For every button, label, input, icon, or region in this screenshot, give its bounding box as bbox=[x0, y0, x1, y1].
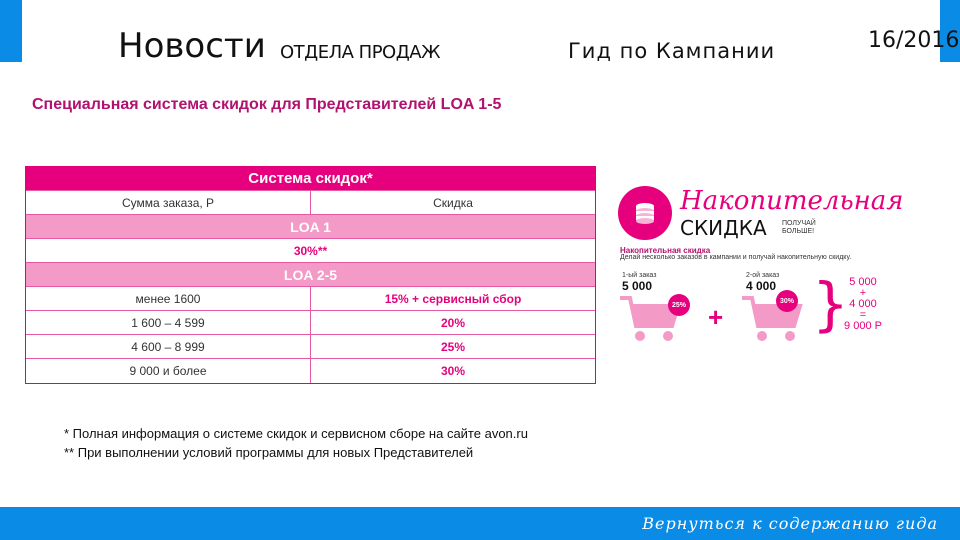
promo-heading: Накопительная скидка bbox=[620, 246, 711, 255]
discount-value: 20% bbox=[440, 315, 466, 330]
campaign-guide-label: Гид по Кампании bbox=[568, 39, 776, 63]
table-row bbox=[26, 335, 595, 359]
promo-description: Делай несколько заказов в кампании и получай накопительную скидку. bbox=[620, 254, 852, 261]
loa1-value: 30%** bbox=[293, 243, 328, 258]
header-bar bbox=[0, 0, 960, 66]
sum-line: = bbox=[859, 309, 867, 321]
order-amount: менее 1600 bbox=[26, 287, 311, 310]
order2-discount-badge: 30% bbox=[776, 290, 798, 312]
sum-line: + bbox=[859, 287, 867, 299]
promo-title-big: СКИДКА bbox=[680, 216, 767, 240]
order2-value: 4 000 bbox=[746, 279, 777, 293]
table-header-row bbox=[26, 191, 595, 215]
discount-table bbox=[25, 166, 596, 384]
back-to-contents-link[interactable]: Вернуться к содержанию гида bbox=[642, 514, 938, 533]
discount-value: 30% bbox=[440, 364, 466, 378]
header-title-panel bbox=[22, 0, 960, 66]
column-header-amount: Сумма заказа, Р bbox=[26, 191, 311, 214]
loa1-value-row bbox=[26, 239, 595, 263]
column-header-discount: Скидка bbox=[433, 195, 473, 210]
footnote-double-asterisk: ** При выполнении условий программы для новых Представителей bbox=[64, 445, 474, 460]
order-amount: 4 600 – 8 999 bbox=[26, 335, 311, 358]
order1-discount-badge: 25% bbox=[668, 294, 690, 316]
table-row bbox=[26, 359, 595, 383]
promo-side-note: ПОЛУЧАЙ БОЛЬШЕ! bbox=[782, 220, 816, 235]
sum-line: 4 000 bbox=[849, 298, 877, 310]
order-amount: 9 000 и более bbox=[26, 359, 311, 383]
order2-label: 2-ой заказ bbox=[746, 272, 780, 279]
loa1-band bbox=[26, 215, 595, 239]
discount-value: 15% + сервисный сбор bbox=[384, 291, 522, 306]
footer-bar bbox=[0, 507, 960, 540]
discount-value: 25% bbox=[440, 339, 466, 354]
footnote-asterisk: * Полная информация о системе скидок и сервисном сборе на сайте avon.ru bbox=[64, 426, 528, 441]
table-title: Система скидок* bbox=[248, 170, 373, 187]
issue-number: 16/2016 bbox=[868, 28, 960, 53]
brace-icon: } bbox=[812, 270, 849, 338]
sum-line: 9 000 Р bbox=[844, 320, 882, 332]
loa25-band bbox=[26, 263, 595, 287]
accumulative-discount-promo bbox=[606, 186, 926, 346]
table-title-row bbox=[26, 167, 595, 191]
loa25-label: LOA 2-5 bbox=[283, 266, 338, 283]
newsletter-title: Новости bbox=[118, 26, 266, 66]
order1-value: 5 000 bbox=[622, 279, 653, 293]
table-row bbox=[26, 287, 595, 311]
plus-icon: + bbox=[708, 302, 724, 332]
newsletter-department: ОТДЕЛА ПРОДАЖ bbox=[280, 42, 440, 63]
order-amount: 1 600 – 4 599 bbox=[26, 311, 311, 334]
loa1-label: LOA 1 bbox=[290, 218, 331, 235]
footnotes bbox=[64, 424, 528, 462]
coin-stack-icon bbox=[618, 186, 672, 240]
promo-title-script: Накопительная bbox=[680, 186, 904, 216]
page-subtitle: Специальная система скидок для Представителей LOA 1-5 bbox=[32, 96, 502, 113]
sum-line: 5 000 bbox=[849, 276, 877, 288]
table-row bbox=[26, 311, 595, 335]
order1-label: 1-ый заказ bbox=[622, 272, 657, 279]
